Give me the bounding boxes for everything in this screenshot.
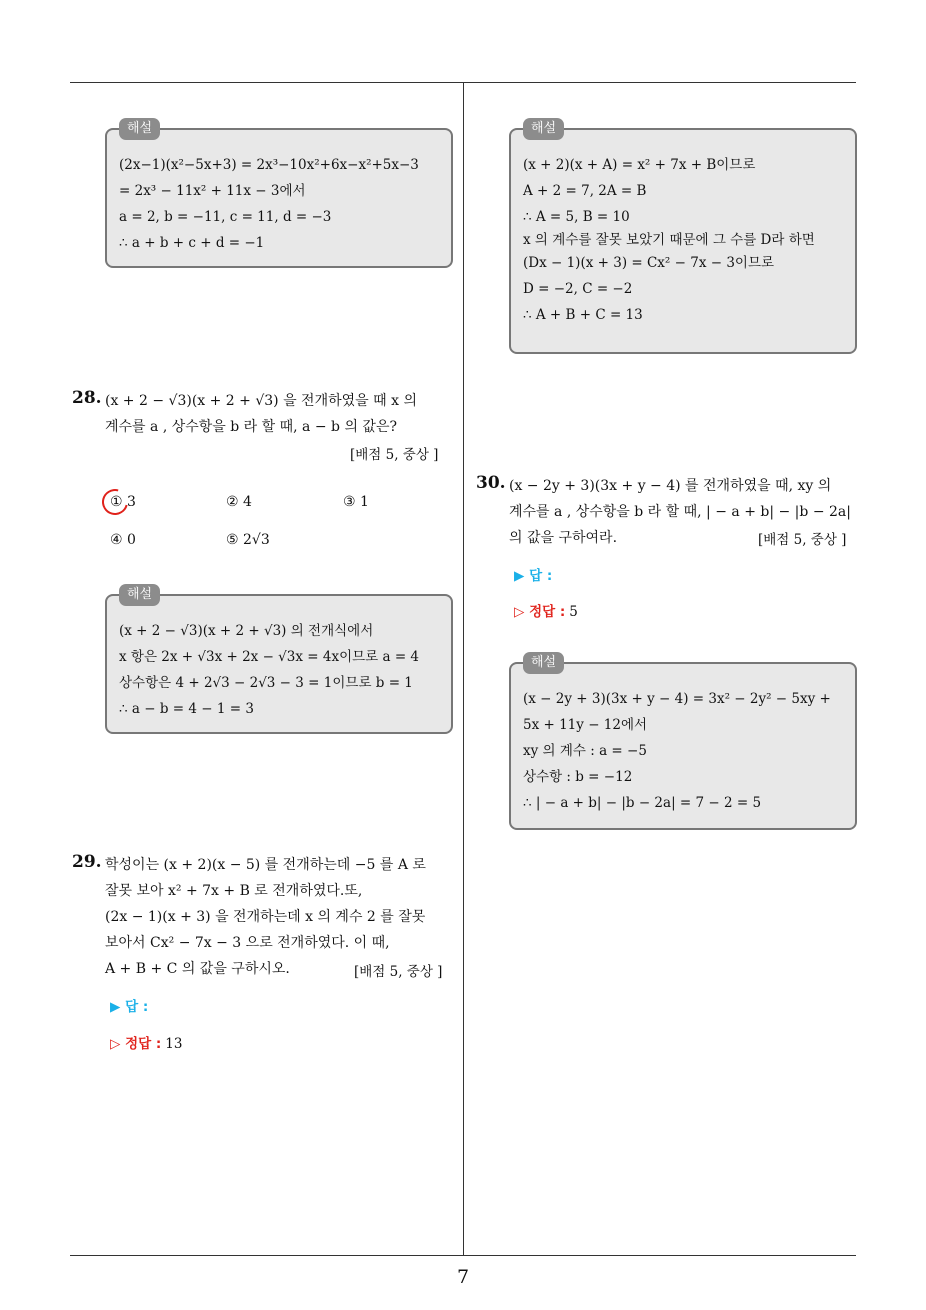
question-line: 계수를 a , 상수항을 b 라 할 때, | − a + b| − |b − 2a|	[509, 504, 851, 520]
solution-box-30	[509, 655, 857, 830]
solution-line: 상수항은 4 + 2√3 − 2√3 − 3 = 1이므로 b = 1	[119, 675, 413, 691]
solution-line: = 2x³ − 11x² + 11x − 3에서	[119, 183, 306, 199]
correct-answer-label: ▷ 정답 :	[514, 604, 566, 620]
column-divider	[463, 82, 464, 1256]
score-label-30: [배점 5, 중상 ]	[758, 532, 847, 548]
answer-row-29	[110, 995, 148, 1015]
solution-line: (Dx − 1)(x + 3) = Cx² − 7x − 3이므로	[523, 255, 775, 271]
correct-answer-row-29	[110, 1032, 182, 1052]
solution-box-28	[105, 587, 453, 734]
question-line: 의 값을 구하여라.	[509, 530, 618, 546]
question-line: (x + 2 − √3)(x + 2 + √3) 을 전개하였을 때 x 의	[105, 393, 417, 409]
solution-line: (2x−1)(x²−5x+3) = 2x³−10x²+6x−x²+5x−3	[119, 157, 419, 173]
correct-answer-row-30	[514, 600, 578, 620]
correct-answer-label: ▷ 정답 :	[110, 1036, 162, 1052]
solution-line: (x + 2 − √3)(x + 2 + √3) 의 전개식에서	[119, 623, 374, 639]
solution-line: xy 의 계수 : a = −5	[523, 743, 647, 759]
solution-line: x 의 계수를 잘못 보았기 때문에 그 수를 D라 하면	[523, 232, 815, 248]
question-line: 학성이는 (x + 2)(x − 5) 를 전개하는데 −5 를 A 로	[105, 857, 426, 873]
solution-line: ∴ A + B + C = 13	[523, 307, 643, 323]
correct-answer-value: 13	[165, 1036, 183, 1052]
solution-line: ∴ a + b + c + d = −1	[119, 235, 265, 251]
solution-line: D = −2, C = −2	[523, 281, 633, 297]
question-line: 잘못 보아 x² + 7x + B 로 전개하였다.또,	[105, 883, 363, 899]
choice-1[interactable]: ① 3	[110, 494, 136, 510]
page-number: 7	[456, 1266, 470, 1288]
choice-5[interactable]: ⑤ 2√3	[226, 532, 270, 548]
question-line: 계수를 a , 상수항을 b 라 할 때, a − b 의 값은?	[105, 419, 397, 435]
solution-tag: 해설	[523, 118, 564, 140]
solution-tag: 해설	[523, 652, 564, 674]
solution-line: (x + 2)(x + A) = x² + 7x + B이므로	[523, 157, 756, 173]
solution-line: (x − 2y + 3)(3x + y − 4) = 3x² − 2y² − 5xy +	[523, 691, 831, 707]
question-number-28: 28.	[72, 388, 102, 408]
solution-box-29	[509, 121, 857, 354]
score-label-29: [배점 5, 중상 ]	[354, 964, 443, 980]
question-number-29: 29.	[72, 852, 102, 872]
question-line: (2x − 1)(x + 3) 을 전개하는데 x 의 계수 2 를 잘못	[105, 909, 426, 925]
solution-box-27	[105, 121, 453, 268]
question-line: A + B + C 의 값을 구하시오.	[105, 961, 290, 977]
solution-line: ∴ a − b = 4 − 1 = 3	[119, 701, 254, 717]
solution-line: x 항은 2x + √3x + 2x − √3x = 4x이므로 a = 4	[119, 649, 420, 665]
solution-line: ∴ | − a + b| − |b − 2a| = 7 − 2 = 5	[523, 795, 762, 811]
solution-line: ∴ A = 5, B = 10	[523, 209, 630, 225]
question-number-30: 30.	[476, 473, 506, 493]
solution-line: A + 2 = 7, 2A = B	[523, 183, 647, 199]
choice-4[interactable]: ④ 0	[110, 532, 136, 548]
choice-2[interactable]: ② 4	[226, 494, 252, 510]
solution-line: 상수항 : b = −12	[523, 769, 633, 785]
score-label-28: [배점 5, 중상 ]	[350, 447, 439, 463]
correct-answer-value: 5	[569, 604, 578, 620]
choice-3[interactable]: ③ 1	[343, 494, 369, 510]
answer-label: ▶ 답 :	[514, 568, 553, 584]
answer-label: ▶ 답 :	[110, 999, 149, 1015]
solution-tag: 해설	[119, 584, 160, 606]
question-text-28	[105, 388, 417, 440]
solution-tag: 해설	[119, 118, 160, 140]
solution-line: a = 2, b = −11, c = 11, d = −3	[119, 209, 332, 225]
question-line: 보아서 Cx² − 7x − 3 으로 전개하였다. 이 때,	[105, 935, 390, 951]
question-line: (x − 2y + 3)(3x + y − 4) 를 전개하였을 때, xy 의	[509, 478, 832, 494]
answer-row-30	[514, 564, 552, 584]
solution-line: 5x + 11y − 12에서	[523, 717, 648, 733]
